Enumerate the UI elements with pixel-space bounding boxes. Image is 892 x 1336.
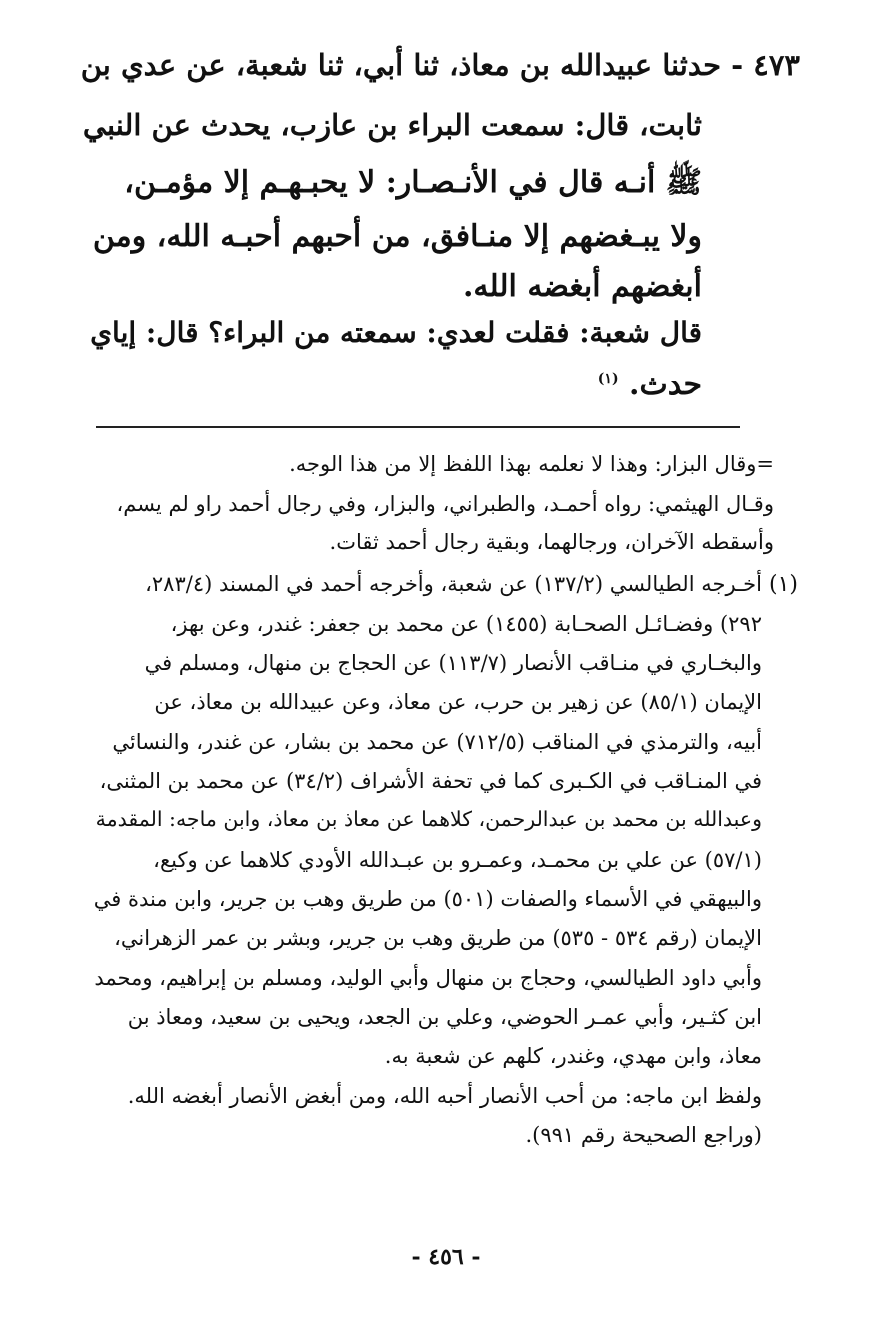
footnote-line: في المنـاقب في الكـبرى كما في تحفة الأشراف (٣٤/٢) عن محمد بن المثنى، [99,769,762,793]
footnote-divider [96,426,740,428]
hadith-line-2: ثابت، قال: سمعت البراء بن عازب، يحدث عن النبي [82,108,702,142]
footnote-line: أبيه، والترمذي في المناقب (٧١٢/٥) عن محمد بن بشار، عن غندر، والنسائي [112,730,762,754]
page-number: - ٤٥٦ - [411,1244,481,1270]
footnote-line: ولفظ ابن ماجه: من أحب الأنصار أحبه الله، ومن أبغض الأنصار أبغضه الله. [127,1084,762,1108]
footnote-line: ابن كثـير، وأبي عمـر الحوضي، وعلي بن الجعد، ويحيى بن سعيد، ومعاذ بن [127,1005,762,1029]
hadith-text: حدث. [629,367,702,402]
footnote-line: وأبي داود الطيالسي، وحجاج بن منهال وأبي الوليد، ومسلم بن إبراهيم، ومحمد [94,966,762,990]
footnote-line: الإيمان (رقم ٥٣٤ - ٥٣٥) من طريق وهب بن جرير، وبشر بن عمر الزهراني، [114,926,762,950]
footnote-line: الإيمان (٨٥/١) عن زهير بن حرب، عن معاذ، وعن عبيدالله بن معاذ، عن [154,690,762,714]
footnote-line: (٥٧/١) عن علي بن محمـد، وعمـرو بن عبـدالله الأودي كلاهما عن وكيع، [153,848,762,872]
footnote-continuation-3: وأسقطه الآخران، ورجالهما، وبقية رجال أحمد ثقات. [329,530,774,554]
hadith-text: حدثنا عبيدالله بن معاذ، ثنا أبي، ثنا شعبة، عن عدي بن [80,48,722,82]
footnote-line: أخـرجه الطيالسي (١٣٧/٢) عن شعبة، وأخرجه أحمد في المسند (٢٨٣/٤، [145,572,762,596]
hadith-line-6: قال شعبة: فقلت لعدي: سمعته من البراء؟ قال: إياي [90,316,702,349]
hadith-number: ٤٧٣ - [731,48,800,82]
footnote-line: والبخـاري في منـاقب الأنصار (١١٣/٧) عن الحجاج بن منهال، ومسلم في [144,651,762,675]
footnote-line: والبيهقي في الأسماء والصفات (٥٠١) من طريق وهب بن جرير، وابن مندة في [93,887,762,911]
footnote-line: معاذ، وابن مهدي، وغندر، كلهم عن شعبة به. [384,1044,762,1068]
hadith-line-1 [81,50,800,82]
footnote-marker: (١) [768,572,798,597]
hadith-line-3: ﷺ أنـه قال في الأنـصـار: لا يحبـهـم إلا مؤمـن، [124,165,702,200]
footnote-line: ٢٩٢) وفضـائـل الصحـابة (١٤٥٥) عن محمد بن جعفر: غندر، وعن بهز، [170,612,762,636]
hadith-line-7 [598,368,702,401]
footnote-continuation-1: =وقال البزار: وهذا لا نعلمه بهذا اللفظ إلا من هذا الوجه. [289,452,774,476]
footnote-line: (وراجع الصحيحة رقم ٩٩١). [525,1123,762,1147]
hadith-line-5: أبغضهم أبغضه الله. [462,269,702,304]
footnote-line: وعبدالله بن محمد بن عبدالرحمن، كلاهما عن معاذ بن معاذ، وابن ماجه: المقدمة [95,807,762,831]
footnote-continuation-2: وقـال الهيثمي: رواه أحمـد، والطبراني، والبزار، وفي رجال أحمد راو لم يسم، [116,492,774,516]
footnote-reference: (١) [597,371,619,387]
hadith-line-4: ولا يبـغضهم إلا منـافق، من أحبهم أحبـه الله، ومن [92,219,702,254]
